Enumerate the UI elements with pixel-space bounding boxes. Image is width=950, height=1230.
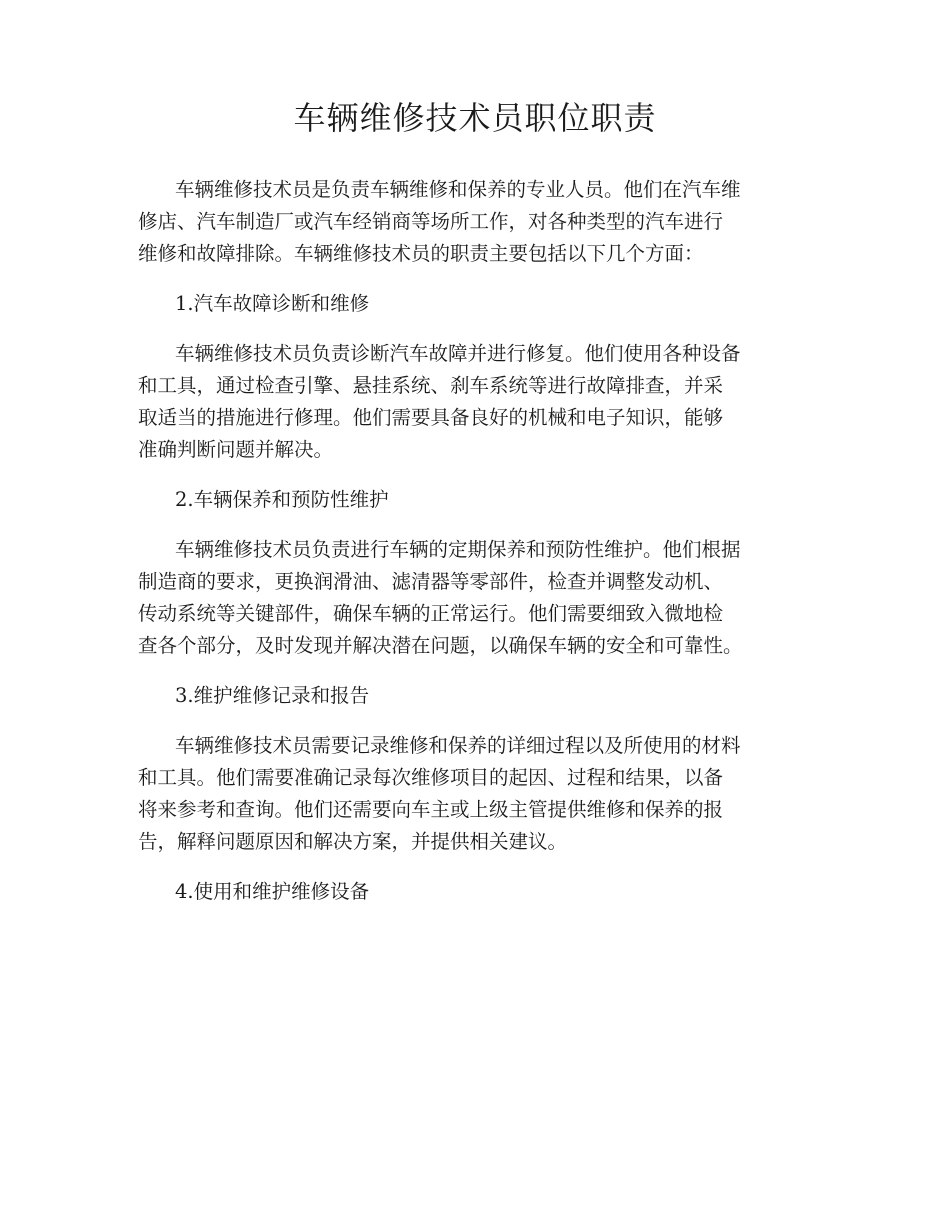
paragraph-line: 将来参考和查询。他们还需要向车主或上级主管提供维修和保养的报 [138, 798, 724, 821]
document-title: 车辆维修技术员职位职责 [293, 99, 657, 137]
paragraph-line: 准确判断问题并解决。 [138, 438, 334, 461]
section-paragraph [138, 730, 828, 858]
paragraph-line: 车辆维修技术员是负责车辆维修和保养的专业人员。他们在汽车维 [175, 178, 741, 201]
paragraph-line: 修店、汽车制造厂或汽车经销商等场所工作，对各种类型的汽车进行 [138, 210, 724, 233]
paragraph-line: 制造商的要求，更换润滑油、滤清器等零部件，检查并调整发动机、 [138, 570, 724, 593]
section-heading: 2.车辆保养和预防性维护 [175, 488, 389, 511]
paragraph-line: 传动系统等关键部件，确保车辆的正常运行。他们需要细致入微地检 [138, 602, 724, 625]
document-body [138, 174, 828, 926]
paragraph-line: 维修和故障排除。车辆维修技术员的职责主要包括以下几个方面： [138, 242, 704, 265]
intro-paragraph [138, 174, 828, 270]
paragraph-line: 告，解释问题原因和解决方案，并提供相关建议。 [138, 830, 568, 853]
paragraph-line: 取适当的措施进行修理。他们需要具备良好的机械和电子知识，能够 [138, 406, 724, 429]
paragraph-line: 车辆维修技术员负责进行车辆的定期保养和预防性维护。他们根据 [175, 538, 741, 561]
paragraph-line: 和工具。他们需要准确记录每次维修项目的起因、过程和结果，以备 [138, 766, 724, 789]
paragraph-line: 车辆维修技术员需要记录维修和保养的详细过程以及所使用的材料 [175, 734, 741, 757]
section-heading: 1.汽车故障诊断和维修 [175, 292, 370, 315]
section-heading: 4.使用和维护维修设备 [175, 880, 370, 903]
section-paragraph [138, 534, 828, 662]
paragraph-line: 和工具，通过检查引擎、悬挂系统、刹车系统等进行故障排查，并采 [138, 374, 724, 397]
section-paragraph [138, 338, 828, 466]
paragraph-line: 车辆维修技术员负责诊断汽车故障并进行修复。他们使用各种设备 [175, 342, 741, 365]
paragraph-line: 查各个部分，及时发现并解决潜在问题，以确保车辆的安全和可靠性。 [138, 634, 743, 657]
section-heading: 3.维护维修记录和报告 [175, 684, 370, 707]
